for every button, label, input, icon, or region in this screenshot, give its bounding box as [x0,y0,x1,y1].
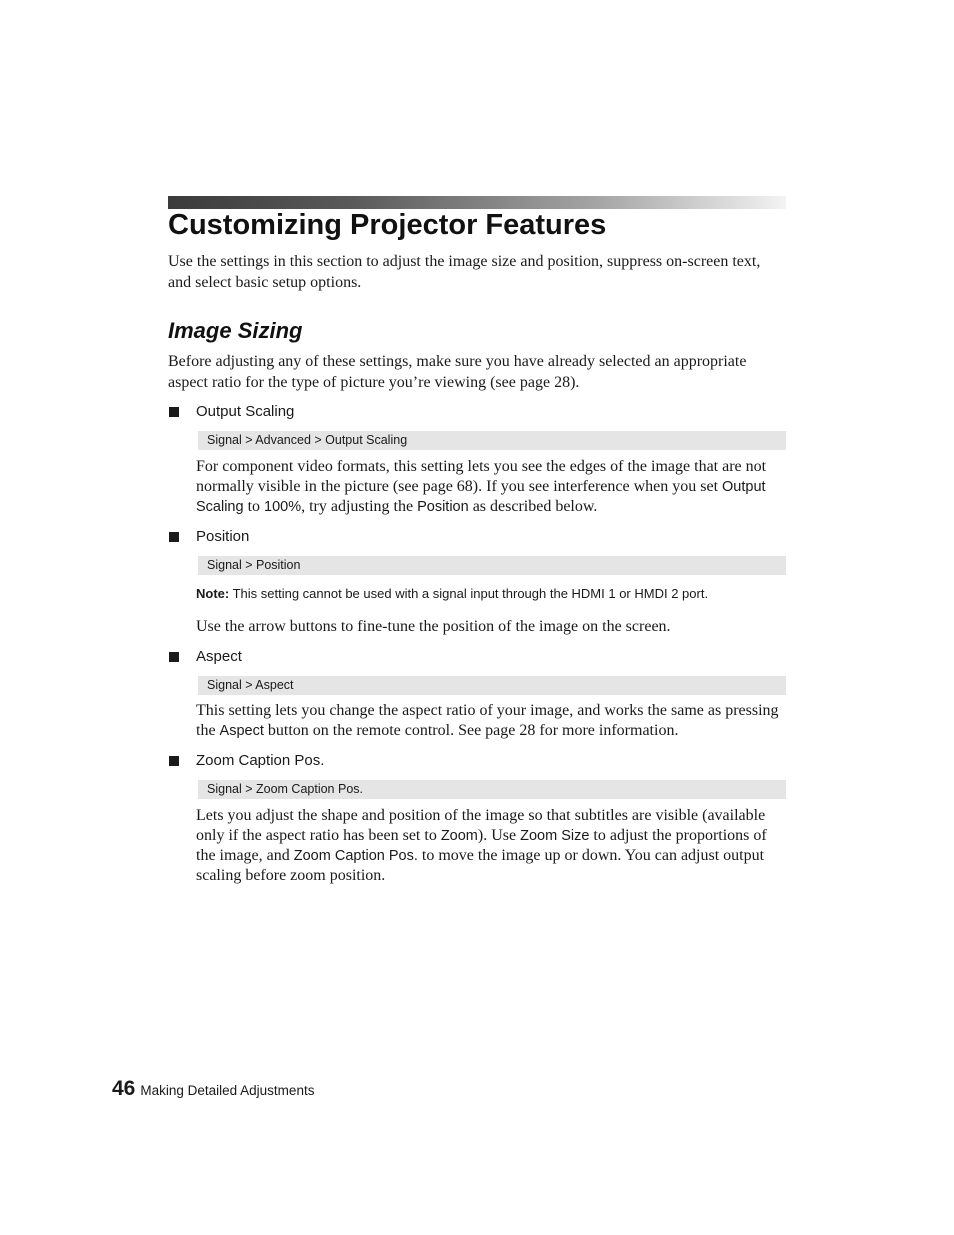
menu-path: Signal > Aspect [198,676,786,695]
note-text: This setting cannot be used with a signal input through the HDMI 1 or HMDI 2 port. [229,586,709,601]
setting-name: Position [417,499,469,515]
setting-label: Position [196,528,250,545]
setting-description: Use the arrow buttons to fine-tune the position of the image on the screen. [196,618,671,635]
setting-description: Lets you adjust the shape and position of the image so that subtitles are visible (available only if the aspect ratio has been set to Zoom). Use Zoom Size to adjust the proportions of the image, and Zoom Caption Pos. to move the image up or down. You can adjust output scaling before zoom position. [196,807,767,884]
lead-paragraph: Before adjusting any of these settings, make sure you have already selected an appropriate aspect ratio for the type of picture you’re viewing (see page 28). [168,353,747,391]
setting-label: Zoom Caption Pos. [196,752,325,769]
menu-path: Signal > Zoom Caption Pos. [198,780,786,799]
setting-label: Output Scaling [196,403,295,420]
menu-path: Signal > Advanced > Output Scaling [198,431,786,450]
intro-paragraph: Use the settings in this section to adjust the image size and position, suppress on-screen text, and select basic setup options. [168,253,761,291]
page-title: Customizing Projector Features [168,209,607,241]
setting-description: This setting lets you change the aspect ratio of your image, and works the same as pressing the Aspect button on the remote control. See page 28 for more information. [196,702,779,739]
chapter-title: Making Detailed Adjustments [140,1083,315,1098]
square-bullet-icon [169,407,179,417]
setting-name: Output Scaling [196,479,766,515]
page-number: 46 [112,1077,136,1100]
setting-name: Zoom Caption Pos. [293,848,418,864]
square-bullet-icon [169,756,179,766]
note-label: Note: [196,586,230,601]
setting-value: 100% [264,499,302,515]
setting-label: Aspect [196,648,242,665]
square-bullet-icon [169,532,179,542]
note [196,584,786,604]
page-footer [112,1075,314,1105]
button-name: Aspect [219,723,264,739]
square-bullet-icon [169,652,179,662]
setting-description: For component video formats, this setting lets you see the edges of the image that are not normally visible in the picture (see page 68). If you see interference when you set Output Scaling to 100%, try adjusting the Position as described below. [196,458,767,515]
subsection-title: Image Sizing [168,318,303,343]
menu-path: Signal > Position [198,556,786,575]
setting-value: Zoom [440,828,478,844]
setting-name: Zoom Size [520,828,590,844]
